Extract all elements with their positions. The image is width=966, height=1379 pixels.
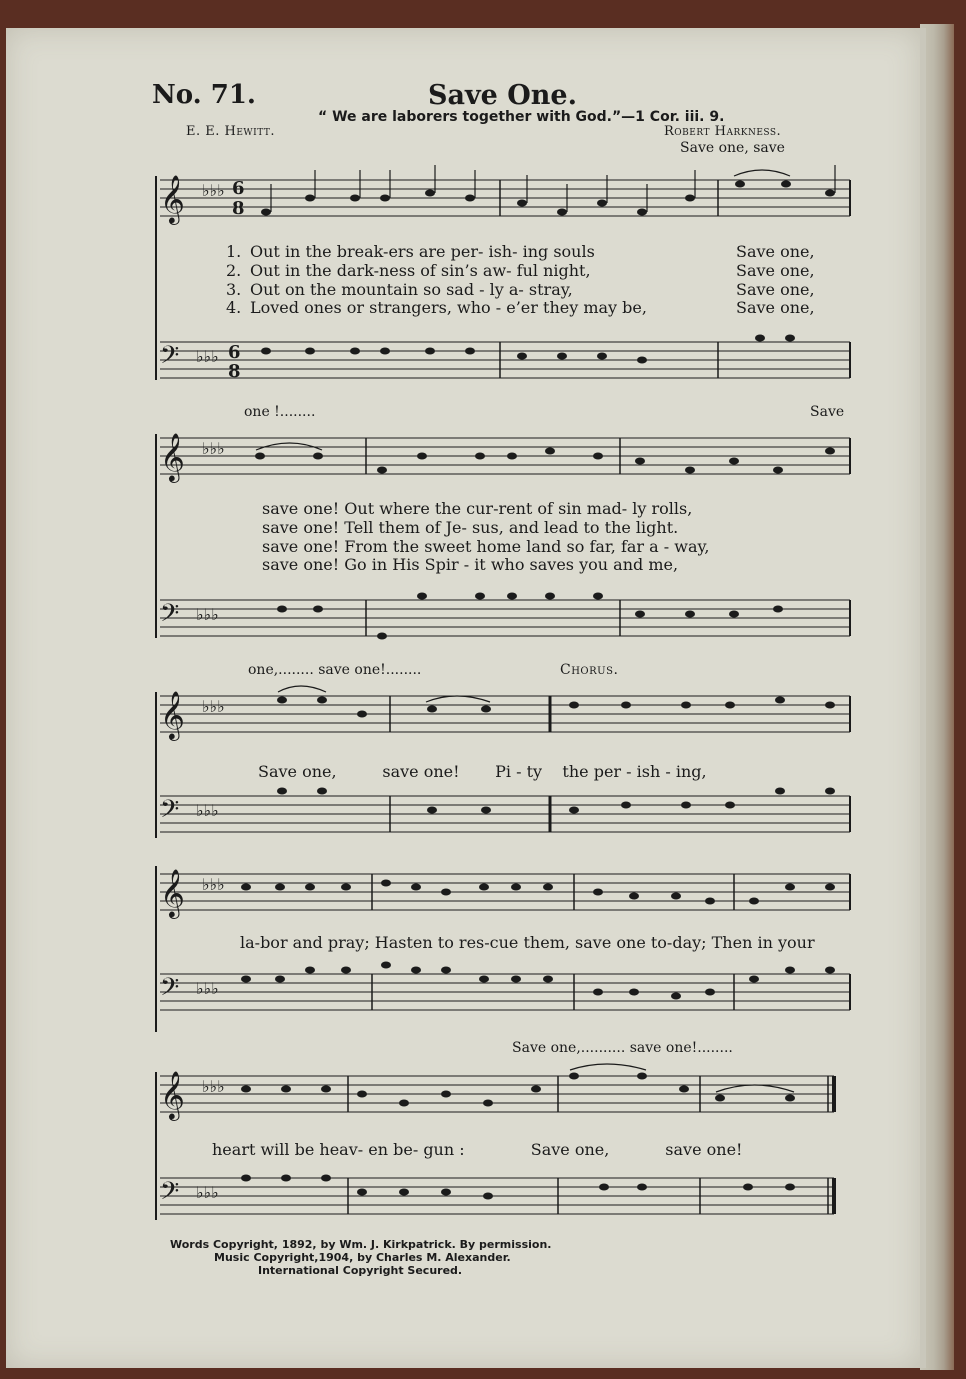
tie-arc [278,686,326,692]
verse-4-number: 4. [226,298,242,317]
treble-staff [160,696,850,732]
hymn-number: No. 71. [152,80,256,110]
key-signature-flats: ♭♭♭ [196,979,219,998]
tie-arc [734,170,790,176]
key-signature-flats: ♭♭♭ [196,801,219,820]
lyricist-credit: E. E. Hewitt. [186,124,276,139]
treble-staff [160,1076,834,1112]
key-signature-flats: ♭♭♭ [196,1183,219,1202]
key-signature-flats: ♭♭♭ [202,181,225,200]
treble-notes [255,448,835,474]
bass-notes [261,335,795,364]
chorus-lyric-line: Save one, save one! Pi - ty the per - ish - ing, [258,762,707,781]
key-signature-flats: ♭♭♭ [202,697,225,716]
bass-staff [160,342,850,378]
scripture-epigraph: “ We are laborers together with God.”—1 Cor. iii. 9. [318,109,725,125]
bass-notes [277,788,835,814]
treble-staff [160,874,850,910]
treble-clef-icon: 𝄞 [160,868,185,917]
bass-clef-icon: 𝄢 [160,973,180,1008]
verse-2-line: save one! Tell them of Je- sus, and lead to the light. [262,518,679,537]
treble-clef-icon: 𝄞 [160,174,185,223]
cue-text: one !........ [244,404,316,420]
key-signature-flats: ♭♭♭ [196,347,219,366]
bass-notes [241,962,835,1000]
bass-staff [160,796,850,832]
copyright-music: Music Copyright,1904, by Charles M. Alexander. [214,1251,511,1264]
copyright-international: International Copyright Secured. [258,1264,463,1277]
bass-clef-icon: 𝄢 [160,599,180,634]
verse-3-refrain: Save one, [736,280,815,299]
bass-clef-icon: 𝄢 [160,341,180,376]
verse-3-line: Out on the mountain so sad - ly a- stray, [250,280,573,299]
key-signature-flats: ♭♭♭ [202,439,225,458]
bass-clef-icon: 𝄢 [160,1177,180,1212]
key-signature-flats: ♭♭♭ [196,605,219,624]
key-signature-flats: ♭♭♭ [202,875,225,894]
verse-4-line: save one! Go in His Spir - it who saves you and me, [262,555,679,574]
copyright-words: Words Copyright, 1892, by Wm. J. Kirkpatrick. By permission. [170,1238,552,1251]
cue-text: one,........ save one!........ [248,662,422,678]
verse-4-line: Loved ones or strangers, who - e’er they may be, [250,298,647,317]
bass-clef-icon: 𝄢 [160,795,180,830]
tie-arc [426,696,490,702]
bass-staff [160,974,850,1010]
treble-clef-icon: 𝄞 [160,1070,185,1119]
treble-notes [241,1073,795,1107]
chorus-lyric-line: heart will be heav- en be- gun : Save one, save one! [212,1140,743,1159]
chorus-lyric-line: la-bor and pray; Hasten to res-cue them, save one to-day; Then in your [240,933,815,952]
treble-clef-icon: 𝄞 [160,432,185,481]
hymn-title: Save One. [428,80,577,111]
verse-1-number: 1. [226,242,242,261]
composer-credit: Robert Harkness. [664,124,782,139]
verse-3-line: save one! From the sweet home land so far, far a - way, [262,537,710,556]
verse-4-refrain: Save one, [736,298,815,317]
time-signature-bottom: 8 [228,361,241,382]
verse-1-line: Out in the break-ers are per- ish- ing souls [250,242,595,261]
time-signature-bottom: 8 [232,198,245,219]
bass-staff [160,1178,834,1214]
cue-text: Save one,.......... save one!........ [512,1040,733,1056]
verse-1-refrain: Save one, [736,242,815,261]
treble-clef-icon: 𝄞 [160,690,185,739]
tie-arc [716,1085,794,1092]
time-signature-top: 6 [228,342,241,363]
verse-1-line: save one! Out where the cur-rent of sin mad- ly rolls, [262,499,693,518]
key-signature-flats: ♭♭♭ [202,1077,225,1096]
verse-2-number: 2. [226,261,242,280]
cue-text: Save [810,404,845,420]
verse-2-refrain: Save one, [736,261,815,280]
cue-text: Save one, save [680,140,785,156]
time-signature-top: 6 [232,178,245,199]
verse-3-number: 3. [226,280,242,299]
chorus-label: Chorus. [560,662,619,678]
bass-staff [160,600,850,636]
verse-2-line: Out in the dark-ness of sin’s aw- ful night, [250,261,591,280]
